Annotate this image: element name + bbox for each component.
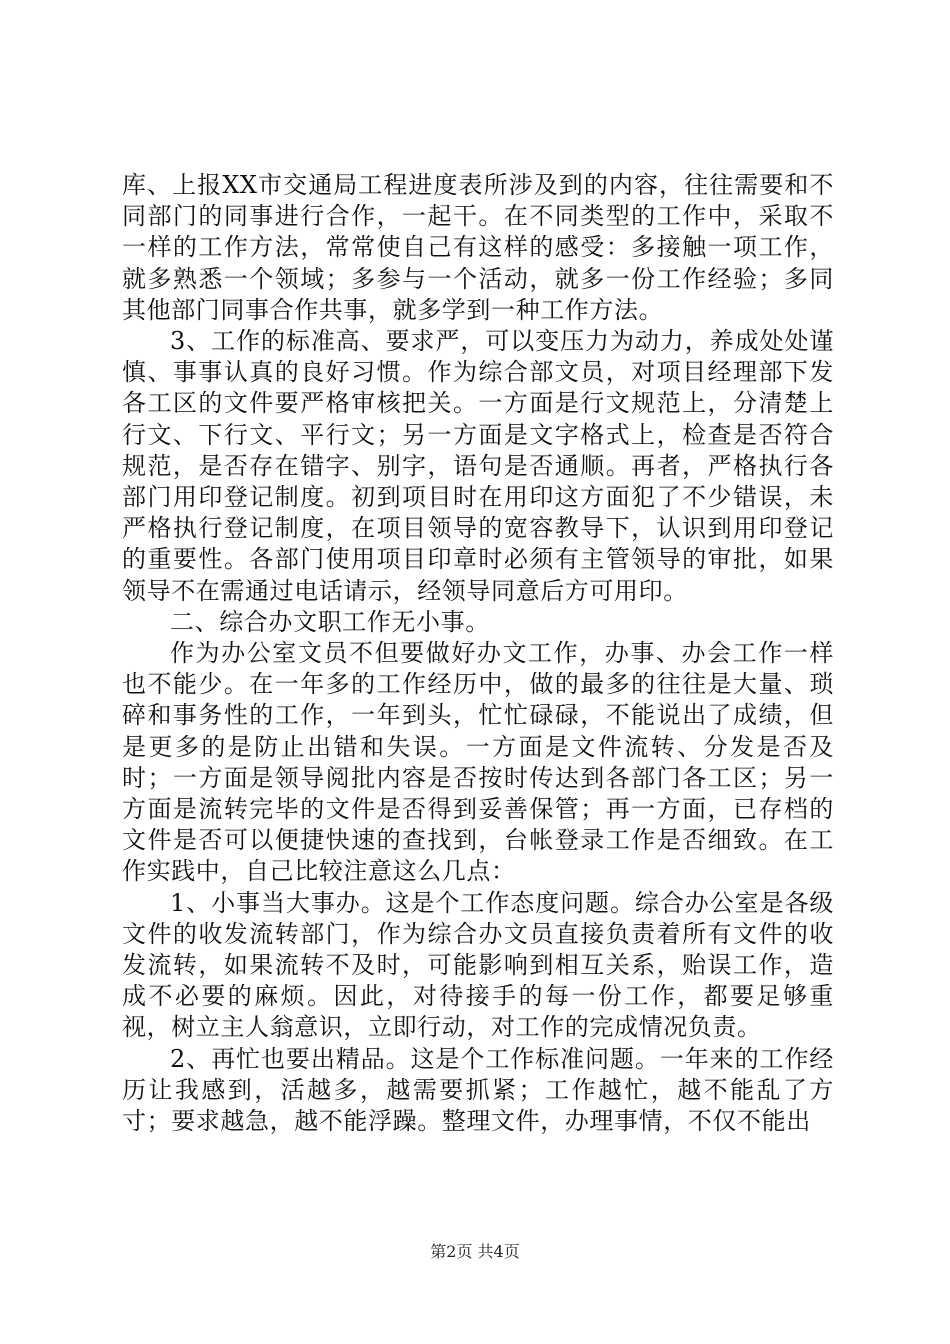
paragraph-point-2: 2、再忙也要出精品。这是个工作标准问题。一年来的工作经历让我感到，活越多，越需要抓紧；工作越忙，越不能乱了方寸；要求越急，越不能浮躁。整理文件，办理事情，不仅不能出 xyxy=(122,1044,834,1136)
paragraph-section-2-intro: 作为办公室文员不但要做好办文工作，办事、办会工作一样也不能少。在一年多的工作经历中，做的最多的往往是大量、琐碎和事务性的工作，一年到头，忙忙碌碌，不能说出了成绩，但是更多的是防止出错和失误。一方面是文件流转、分发是否及时；一方面是领导阅批内容是否按时传达到各部门各工区；另一方面是流转完毕的文件是否得到妥善保管；再一方面，已存档的文件是否可以便捷快速的查找到，台帐登录工作是否细致。在工作实践中，自己比较注意这么几点： xyxy=(122,639,834,886)
paragraph-continuation: 库、上报XX市交通局工程进度表所涉及到的内容，往往需要和不同部门的同事进行合作，一起干。在不同类型的工作中，采取不一样的工作方法，常常使自己有这样的感受：多接触一项工作，就多熟悉一个领域；多参与一个活动，就多一份工作经验；多同其他部门同事合作共事，就多学到一种工作方法。 xyxy=(122,171,834,324)
paragraph-point-1: 1、小事当大事办。这是个工作态度问题。综合办公室是各级文件的收发流转部门，作为综合办文员直接负责着所有文件的收发流转，如果流转不及时，可能影响到相互关系，贻误工作，造成不必要的麻烦。因此，对待接手的每一份工作，都要足够重视，树立主人翁意识，立即行动，对工作的完成情况负责。 xyxy=(122,888,834,1042)
section-heading-2: 二、综合办文职工作无小事。 xyxy=(170,607,490,636)
paragraph-point-3: 3、工作的标准高、要求严，可以变压力为动力，养成处处谨慎、事事认真的良好习惯。作为综合部文员，对项目经理部下发各工区的文件要严格审核把关。一方面是行文规范上，分清楚上行文、下行文、平行文；另一方面是文字格式上，检查是否符合规范，是否存在错字、别字，语句是否通顺。再者，严格执行各部门用印登记制度。初到项目时在用印这方面犯了不少错误，未严格执行登记制度，在项目领导的宽容教导下，认识到用印登记的重要性。各部门使用项目印章时必须有主管领导的审批，如果领导不在需通过电话请示，经领导同意后方可用印。 xyxy=(122,327,834,605)
page-footer: 第2页 共4页 xyxy=(430,1242,520,1261)
document-body xyxy=(122,170,834,1137)
